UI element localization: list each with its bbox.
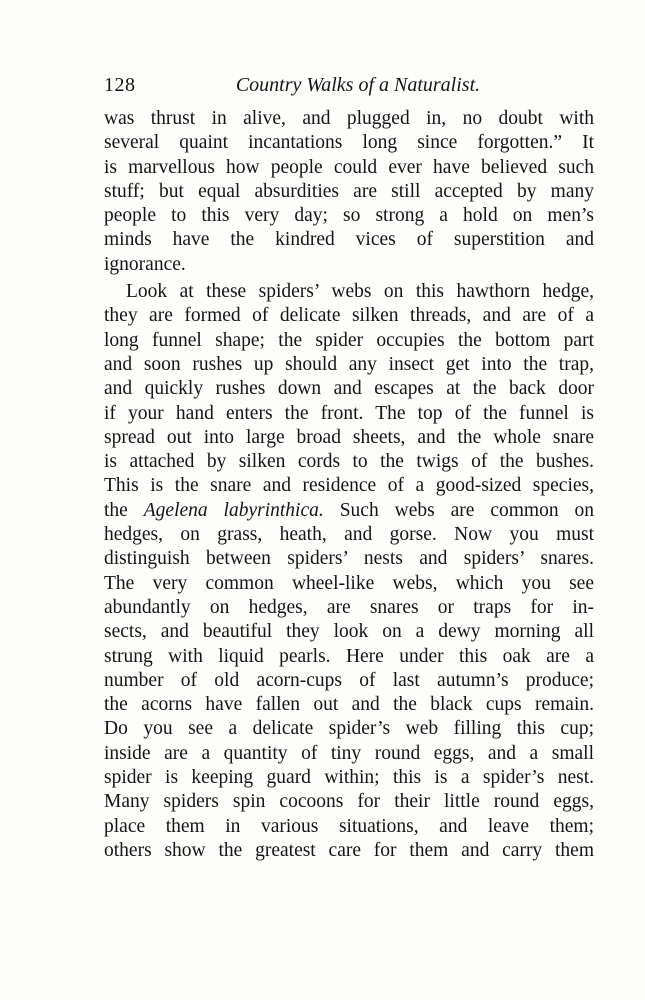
text-segment: the acorns have fallen out and the black cups remain. [104,694,594,716]
text-segment: if your hand enters the front. The top of the funnel is [104,402,594,424]
text-segment: This is the snare and residence of a good-sized species, [104,475,594,497]
text-segment: Look at these spiders’ webs on this hawthorn hedge, [126,281,594,303]
text-line [104,474,594,498]
text-segment: abundantly on hedges, are snares or traps for in- [104,596,594,618]
text-segment: is attached by silken cords to the twigs of the bushes. [104,451,594,473]
text-segment: Many spiders spin cocoons for their little round eggs, [104,791,594,813]
text-segment: was thrust in alive, and plugged in, no doubt with [104,108,594,129]
text-segment: and soon rushes up should any insect get into the trap, [104,353,594,375]
text-line [104,547,594,571]
text-segment: is marvellous how people could ever have believed such [104,156,594,178]
text-segment: spread out into large broad sheets, and the whole snare [104,426,594,448]
text-segment: place them in various situations, and leave them; [104,815,594,837]
text-line [104,766,594,790]
text-line [104,402,594,426]
text-segment: and quickly rushes down and escapes at the back door [104,378,594,400]
text-segment: others show the greatest care for them and carry them [104,839,594,861]
text-segment: strung with liquid pearls. Here under this oak are a [104,645,594,667]
text-segment: spider is keeping guard within; this is a spider’s nest. [104,767,594,789]
text-line [104,572,594,596]
text-line [104,717,594,741]
text-line [104,180,594,204]
text-line [104,790,594,814]
text-segment: hedges, on grass, heath, and gorse. Now you must [104,524,594,546]
text-line [104,156,594,180]
text-line [104,253,594,277]
text-segment: Such webs are common on [323,499,594,521]
text-line [104,280,594,304]
text-line [104,839,594,863]
text-line [104,329,594,353]
text-segment: several quaint incantations long since forgotten.” It [104,132,594,154]
text-line [104,228,594,252]
text-line [104,596,594,620]
text-line [104,523,594,547]
text-segment: minds have the kindred vices of superstition and [104,229,594,251]
text-segment: they are formed of delicate silken threads, and are of a [104,305,594,327]
text-line [104,450,594,474]
text-line [104,304,594,328]
text-line [104,499,594,523]
text-segment: long funnel shape; the spider occupies the bottom part [104,329,594,351]
body-text [104,107,594,863]
text-segment: inside are a quantity of tiny round eggs, and a small [104,742,594,764]
text-segment: The very common wheel-like webs, which you see [104,572,594,594]
text-line [104,107,594,131]
text-line [104,645,594,669]
text-segment: ignorance. [104,253,186,275]
text-line [104,620,594,644]
italic-species-name: Agelena labyrinthica. [143,499,324,521]
text-segment: stuff; but equal absurdities are still accepted by many [104,180,594,202]
text-line [104,353,594,377]
text-line [104,742,594,766]
text-line [104,815,594,839]
text-segment: sects, and beautiful they look on a dewy morning all [104,621,594,643]
text-segment: distinguish between spiders’ nests and spiders’ snares. [104,548,594,570]
text-segment: the [104,499,144,521]
text-line [104,131,594,155]
text-segment: number of old acorn-cups of last autumn’s produce; [104,669,594,691]
text-line [104,693,594,717]
text-line [104,377,594,401]
text-line [104,426,594,450]
running-title: Country Walks of a Naturalist. [235,74,481,96]
page-number: 128 [104,74,136,96]
text-segment: people to this very day; so strong a hold on men’s [104,205,594,227]
text-segment: Do you see a delicate spider’s web filling this cup; [104,718,594,740]
text-line [104,204,594,228]
text-line [104,669,594,693]
page-header [104,70,594,100]
